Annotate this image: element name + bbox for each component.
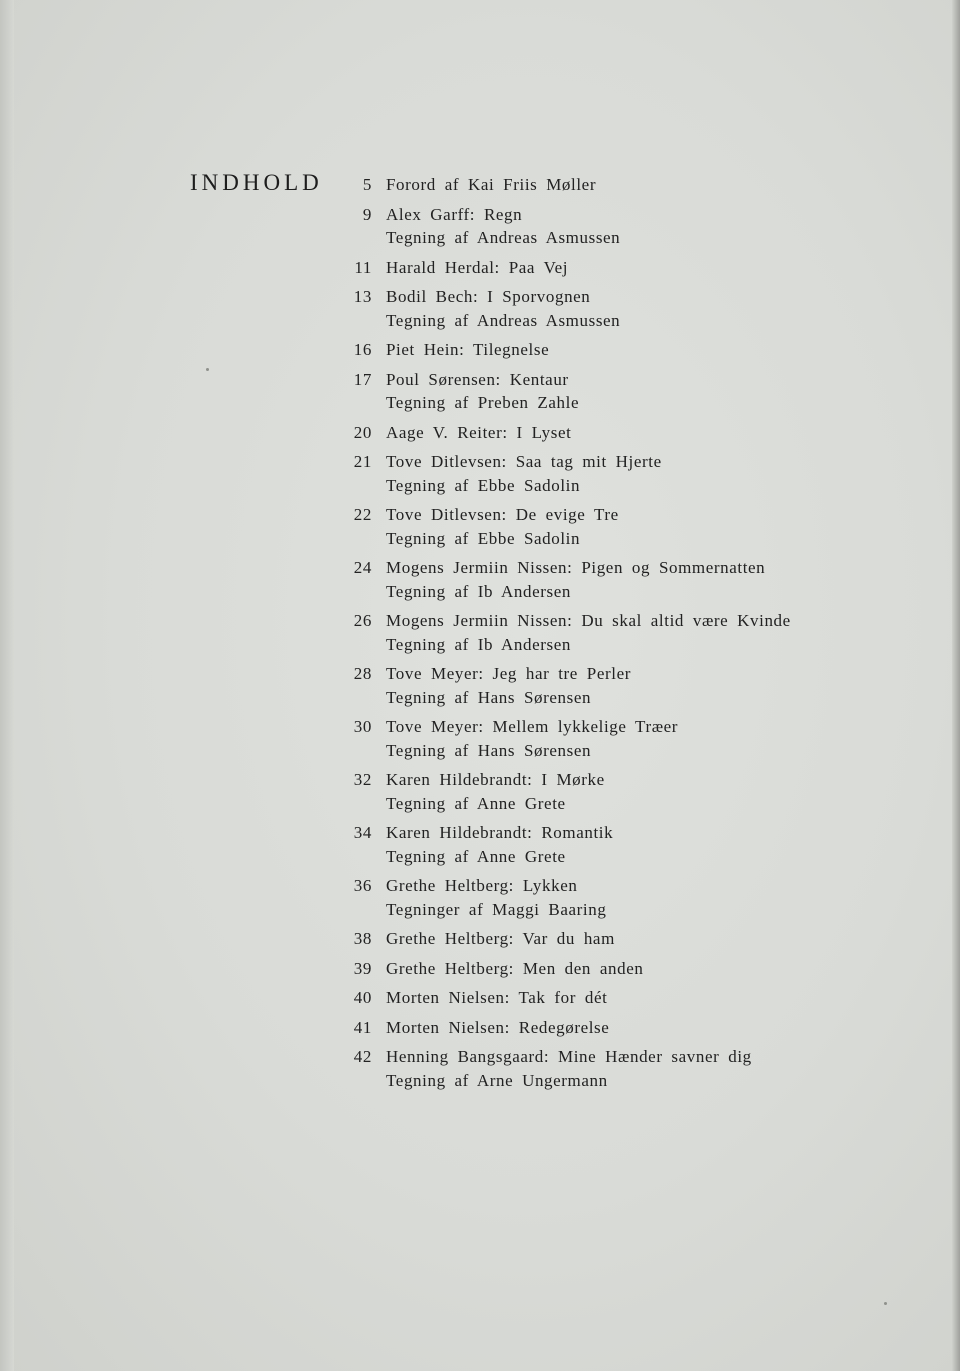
toc-illustration-credit: Tegning af Ib Andersen: [386, 581, 571, 601]
toc-entry-lines: [386, 368, 579, 415]
toc-page-number: 28: [353, 664, 372, 683]
toc-entry-lines: [386, 715, 678, 762]
toc-illustration-credit: Tegning af Arne Ungermann: [386, 1070, 608, 1090]
toc-entry-lines: [386, 421, 571, 445]
toc-illustration-credit: Tegning af Hans Sørensen: [386, 740, 592, 760]
toc-illustration-credit: Tegning af Anne Grete: [386, 846, 566, 866]
toc-entry: [340, 986, 810, 1010]
toc-entry: [340, 450, 810, 497]
toc-page-number: 39: [353, 958, 372, 978]
toc-page-number: 5: [362, 175, 372, 194]
toc-page-number: 13: [353, 287, 372, 306]
toc-title: Morten Nielsen: Tak for dét: [386, 988, 608, 1007]
toc-page-number: 21: [353, 452, 372, 471]
toc-title: Alex Garff: Regn: [386, 204, 523, 224]
toc-entry: [340, 768, 810, 815]
toc-entry-lines: [386, 768, 605, 815]
toc-entry: [340, 874, 810, 921]
toc-page-number: 42: [353, 1047, 372, 1066]
paper-speck: [884, 1302, 887, 1305]
toc-entry: [340, 503, 810, 550]
toc-entry: [340, 368, 810, 415]
toc-entry-lines: [386, 203, 620, 250]
toc-page-number: 30: [353, 717, 372, 736]
toc-page-number: 11: [354, 257, 372, 277]
toc-page-number: 26: [353, 611, 372, 630]
toc-page-number: 24: [353, 558, 372, 577]
toc-entry-lines: [386, 662, 631, 709]
toc-illustration-credit: Tegning af Ebbe Sadolin: [386, 475, 581, 495]
toc-entry: [340, 173, 810, 197]
toc-entry: [340, 256, 810, 280]
toc-title: Grethe Heltberg: Var du ham: [386, 929, 615, 948]
toc-entry-lines: [386, 556, 765, 603]
toc-entry: [340, 421, 810, 445]
toc-page-number: 9: [362, 204, 372, 224]
contents-heading: INDHOLD: [190, 170, 323, 195]
toc-entry: [340, 1045, 810, 1092]
toc-page-number: 41: [353, 1017, 372, 1037]
toc-page-number: 16: [353, 340, 372, 359]
toc-entry: [340, 821, 810, 868]
toc-title: Forord af Kai Friis Møller: [386, 175, 597, 194]
toc-title: Henning Bangsgaard: Mine Hænder savner dig: [386, 1047, 752, 1066]
toc-entry: [340, 338, 810, 362]
toc-title: Poul Sørensen: Kentaur: [386, 369, 569, 389]
toc-entry-lines: [386, 927, 615, 951]
toc-entry: [340, 1016, 810, 1040]
toc-page-number: 22: [353, 505, 372, 524]
toc-page-number: 38: [353, 929, 372, 948]
toc-illustration-credit: Tegning af Preben Zahle: [386, 393, 580, 412]
toc-entry: [340, 556, 810, 603]
toc-title: Tove Ditlevsen: De evige Tre: [386, 505, 619, 524]
paper-speck: [206, 368, 209, 371]
toc-title: Morten Nielsen: Redegørelse: [386, 1017, 610, 1037]
table-of-contents: [340, 173, 810, 1098]
toc-illustration-credit: Tegninger af Maggi Baaring: [386, 899, 607, 919]
toc-entry-lines: [386, 1045, 752, 1092]
toc-entry-lines: [386, 285, 620, 332]
toc-entry: [340, 203, 810, 250]
toc-entry: [340, 957, 810, 981]
toc-entry: [340, 609, 810, 656]
toc-illustration-credit: Tegning af Anne Grete: [386, 793, 566, 813]
page-edge-right: [952, 0, 960, 1371]
toc-title: Karen Hildebrandt: I Mørke: [386, 770, 605, 789]
toc-title: Grethe Heltberg: Lykken: [386, 876, 578, 895]
toc-page-number: 40: [353, 988, 372, 1007]
toc-page-number: 17: [353, 369, 372, 389]
toc-title: Tove Meyer: Jeg har tre Perler: [386, 664, 631, 683]
toc-entry-lines: [386, 338, 549, 362]
toc-entry-lines: [386, 450, 662, 497]
toc-entry: [340, 715, 810, 762]
toc-entry: [340, 285, 810, 332]
toc-entry: [340, 927, 810, 951]
toc-illustration-credit: Tegning af Andreas Asmussen: [386, 310, 621, 330]
toc-entry-lines: [386, 173, 596, 197]
toc-title: Grethe Heltberg: Men den anden: [386, 958, 644, 978]
toc-illustration-credit: Tegning af Hans Sørensen: [386, 687, 592, 707]
toc-entry-lines: [386, 256, 568, 280]
toc-entry-lines: [386, 821, 613, 868]
toc-title: Tove Meyer: Mellem lykkelige Træer: [386, 717, 679, 736]
toc-title: Bodil Bech: I Sporvognen: [386, 287, 591, 306]
toc-illustration-credit: Tegning af Andreas Asmussen: [386, 228, 621, 247]
toc-page-number: 34: [353, 823, 372, 842]
toc-entry-lines: [386, 986, 607, 1010]
toc-illustration-credit: Tegning af Ebbe Sadolin: [386, 528, 581, 548]
toc-page-number: 32: [353, 770, 372, 789]
toc-entry-lines: [386, 874, 606, 921]
toc-title: Aage V. Reiter: I Lyset: [386, 422, 572, 442]
toc-entry-lines: [386, 957, 643, 981]
toc-title: Harald Herdal: Paa Vej: [386, 257, 569, 277]
toc-entry-lines: [386, 609, 791, 656]
toc-title: Karen Hildebrandt: Romantik: [386, 823, 614, 842]
toc-entry-lines: [386, 503, 619, 550]
toc-title: Mogens Jermiin Nissen: Pigen og Sommernatten: [386, 558, 766, 577]
toc-page-number: 36: [353, 876, 372, 895]
toc-entry: [340, 662, 810, 709]
toc-illustration-credit: Tegning af Ib Andersen: [386, 634, 571, 654]
toc-page-number: 20: [353, 422, 372, 442]
toc-title: Tove Ditlevsen: Saa tag mit Hjerte: [386, 452, 662, 471]
toc-title: Piet Hein: Tilegnelse: [386, 340, 550, 359]
toc-entry-lines: [386, 1016, 609, 1040]
toc-title: Mogens Jermiin Nissen: Du skal altid være Kvinde: [386, 611, 791, 630]
page-edge-left: [0, 0, 14, 1371]
